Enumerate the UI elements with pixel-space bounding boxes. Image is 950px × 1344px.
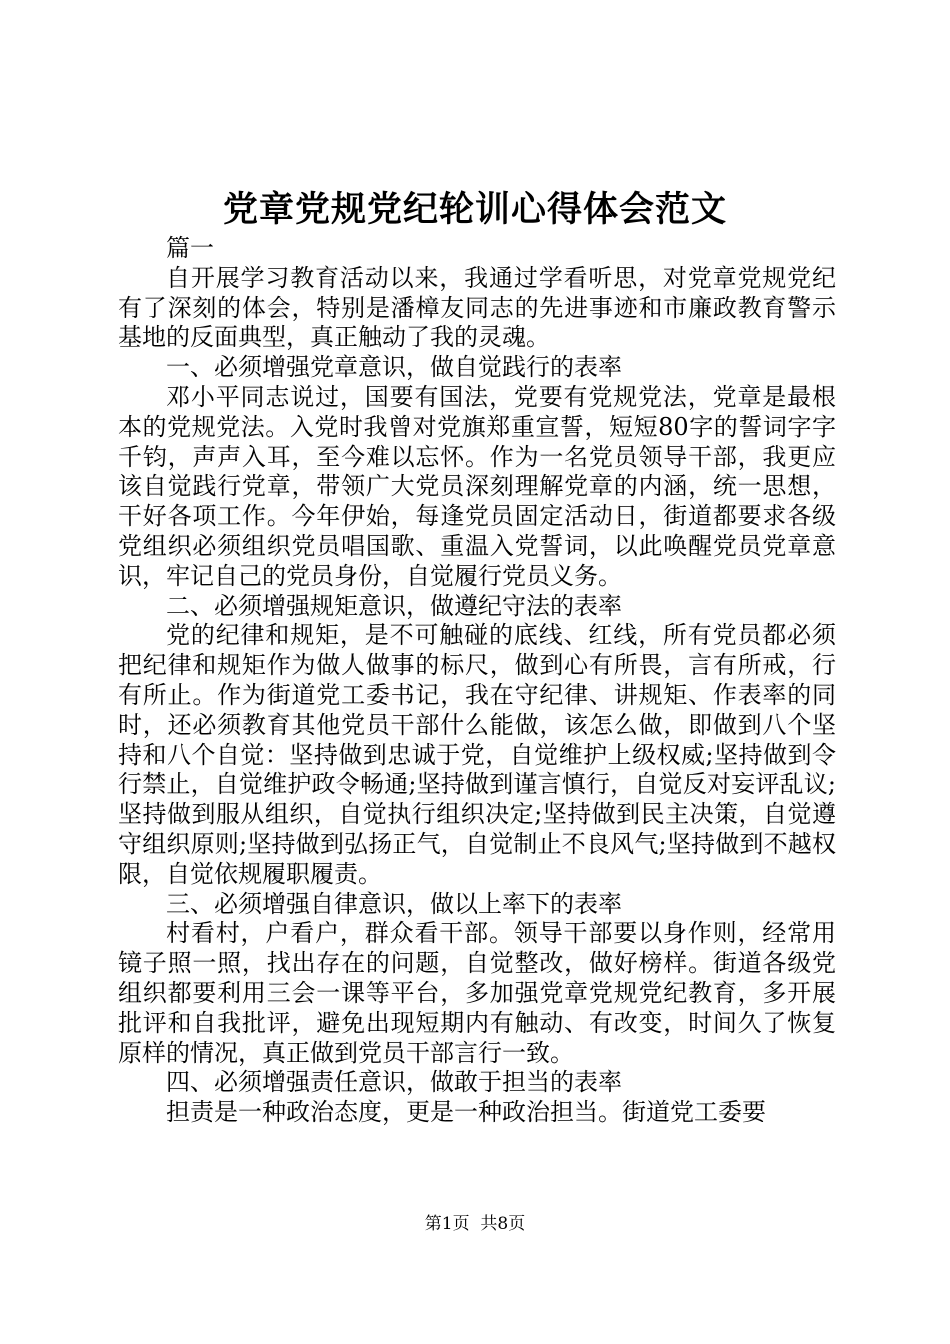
document-title: 党章党规党纪轮训心得体会范文 <box>222 189 727 230</box>
section-heading: 一、必须增强党章意识，做自觉践行的表率 <box>166 353 622 382</box>
section-label: 篇一 <box>166 234 214 262</box>
body-paragraph: 自开展学习教育活动以来，我通过学看听思，对党章党规党纪有了深刻的体会，特别是潘樟友同志的先进事迹和市廉政教育警示基地的反面典型，真正触动了我的灵魂。 <box>118 263 836 352</box>
page-number-footer: 第1页 共8页 <box>424 1214 526 1234</box>
body-paragraph: 邓小平同志说过，国要有国法，党要有党规党法，党章是最根本的党规党法。入党时我曾对党旗郑重宣誓，短短80字的誓词字字千钧，声声入耳，至今难以忘怀。作为一名党员领导干部，我更应该自觉践行党章，带领广大党员深刻理解党章的内涵，统一思想，干好各项工作。今年伊始，每逢党员固定活动日，街道都要求各级党组织必须组织党员唱国歌、重温入党誓词，以此唤醒党员党章意识，牢记自己的党员身份，自觉履行党员义务。 <box>118 382 836 590</box>
section-heading: 三、必须增强自律意识，做以上率下的表率 <box>166 889 622 918</box>
body-paragraph: 村看村，户看户，群众看干部。领导干部要以身作则，经常用镜子照一照，找出存在的问题，自觉整改，做好榜样。街道各级党组织都要利用三会一课等平台，多加强党章党规党纪教育，多开展批评和自我批评，避免出现短期内有触动、有改变，时间久了恢复原样的情况，真正做到党员干部言行一致。 <box>118 919 836 1067</box>
section-heading: 四、必须增强责任意识，做敢于担当的表率 <box>166 1068 622 1097</box>
body-paragraph: 党的纪律和规矩，是不可触碰的底线、红线，所有党员都必须把纪律和规矩作为做人做事的标尺，做到心有所畏，言有所戒，行有所止。作为街道党工委书记，我在守纪律、讲规矩、作表率的同时，还必须教育其他党员干部什么能做，该怎么做，即做到八个坚持和八个自觉：坚持做到忠诚于党，自觉维护上级权威;坚持做到令行禁止，自觉维护政令畅通;坚持做到谨言慎行，自觉反对妄评乱议;坚持做到服从组织，自觉执行组织决定;坚持做到民主决策，自觉遵守组织原则;坚持做到弘扬正气，自觉制止不良风气;坚持做到不越权限，自觉依规履职履责。 <box>118 621 836 888</box>
section-heading: 二、必须增强规矩意识，做遵纪守法的表率 <box>166 591 622 620</box>
body-paragraph: 担责是一种政治态度，更是一种政治担当。街道党工委要 <box>166 1098 766 1127</box>
document-body <box>118 234 836 1128</box>
